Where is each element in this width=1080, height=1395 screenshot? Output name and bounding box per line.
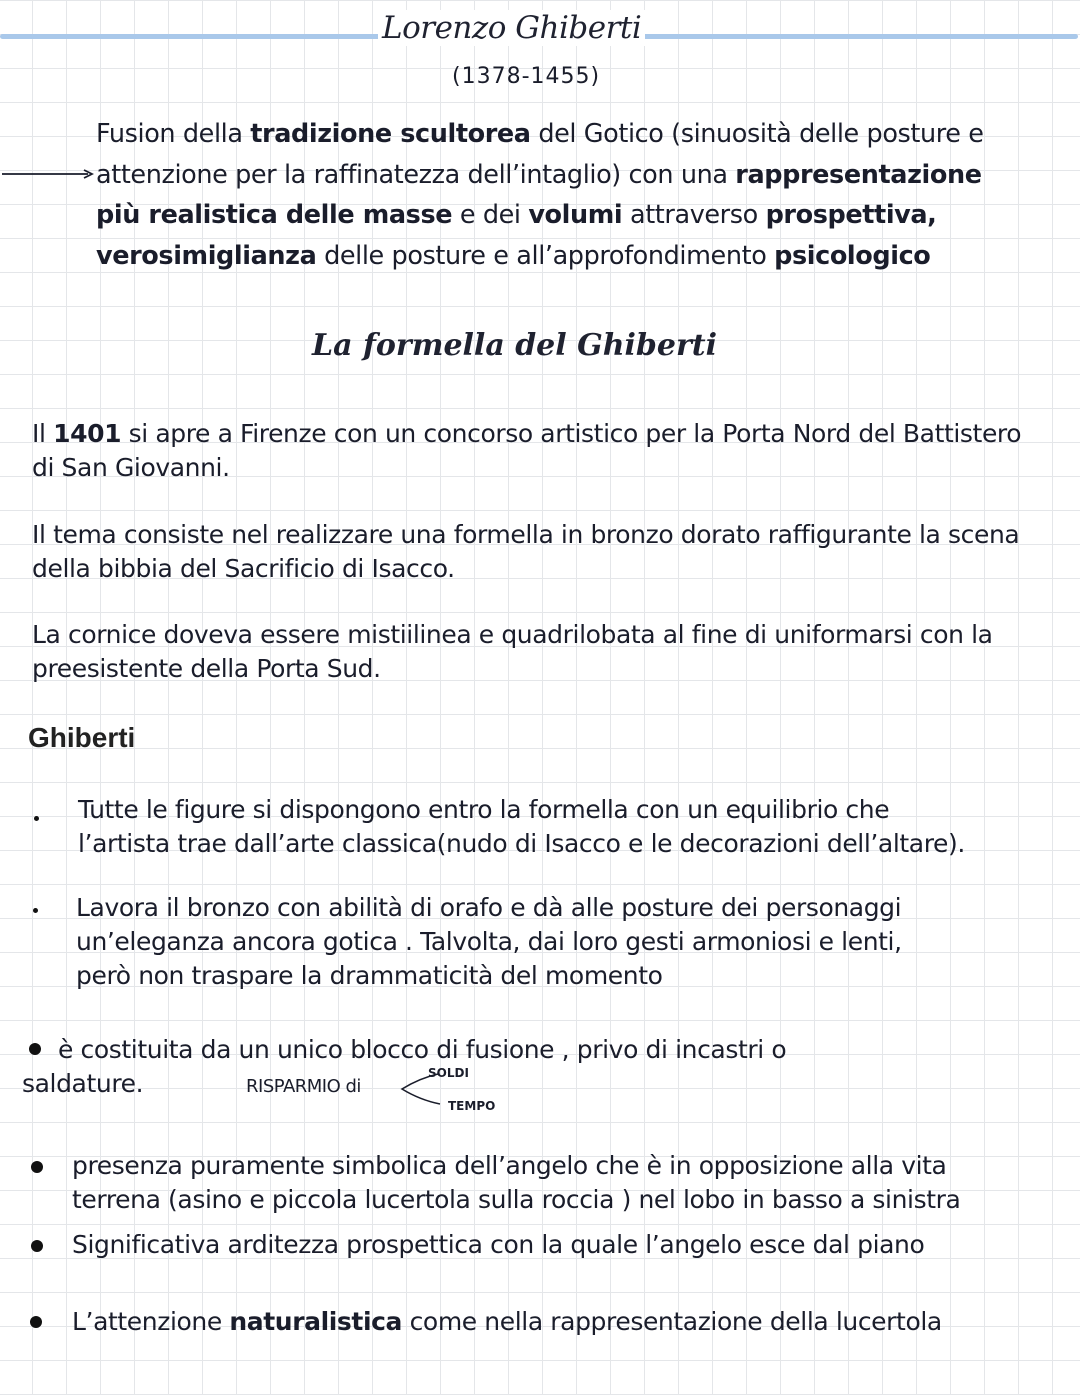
paragraph-concorso: Il 1401 si apre a Firenze con un concorso artistico per la Porta Nord del Battistero di San Giovanni.	[32, 419, 1022, 482]
intro-line-4: verosimiglianza delle posture e all’approfondimento psicologico	[96, 240, 931, 271]
bullet-dot	[34, 816, 39, 821]
note-tempo: TEMPO	[448, 1099, 496, 1113]
bullet-dot	[30, 1316, 42, 1328]
bullet-item-6: L’attenzione naturalistica come nella rappresentazione della lucertola	[72, 1307, 942, 1336]
bullet-dot	[29, 1043, 41, 1055]
page-title: Lorenzo Ghiberti	[378, 10, 645, 46]
note-soldi: SOLDI	[428, 1066, 469, 1080]
page-dates: (1378-1455)	[452, 64, 601, 89]
intro-line-1: Fusion della tradizione scultorea del Gotico (sinuosità delle posture e	[96, 119, 984, 149]
bullet-dot	[31, 1240, 43, 1252]
bullet-dot	[33, 908, 38, 913]
section-heading: Ghiberti	[28, 722, 136, 753]
intro-line-2: attenzione per la raffinatezza dell’intaglio) con una rappresentazione	[96, 159, 982, 190]
bullet-dot	[31, 1161, 43, 1173]
bullet-item-2: Lavora il bronzo con abilità di orafo e dà alle posture dei personaggi un’eleganza ancora gotica . Talvolta, dai loro gesti armoniosi e lenti, però non traspare la drammaticità del momento	[76, 893, 902, 990]
arrow-icon	[2, 168, 94, 180]
intro-paragraph	[96, 114, 984, 276]
bullet-item-5: Significativa arditezza prospettica con la quale l’angelo esce dal piano	[72, 1230, 925, 1259]
paragraph-tema: Il tema consiste nel realizzare una formella in bronzo dorato raffigurante la scena della bibbia del Sacrificio di Isacco.	[32, 520, 1020, 583]
bullet-item-4: presenza puramente simbolica dell’angelo che è in opposizione alla vita terrena (asino e piccola lucertola sulla roccia ) nel lobo in basso a sinistra	[72, 1151, 961, 1214]
intro-line-3: più realistica delle masse e dei volumi attraverso prospettiva,	[96, 200, 937, 230]
bullet-item-1: Tutte le figure si dispongono entro la formella con un equilibrio che l’artista trae dall’arte classica(nudo di Isacco e le decorazioni dell’altare).	[78, 795, 965, 858]
section-subtitle: La formella del Ghiberti	[312, 328, 718, 363]
bullet-item-3: è costituita da un unico blocco di fusione , privo di incastri o saldature.	[22, 1035, 787, 1098]
note-risparmio: RISPARMIO di	[246, 1076, 361, 1097]
paragraph-cornice: La cornice doveva essere mistiilinea e quadrilobata al fine di uniformarsi con la preesistente della Porta Sud.	[32, 620, 993, 683]
